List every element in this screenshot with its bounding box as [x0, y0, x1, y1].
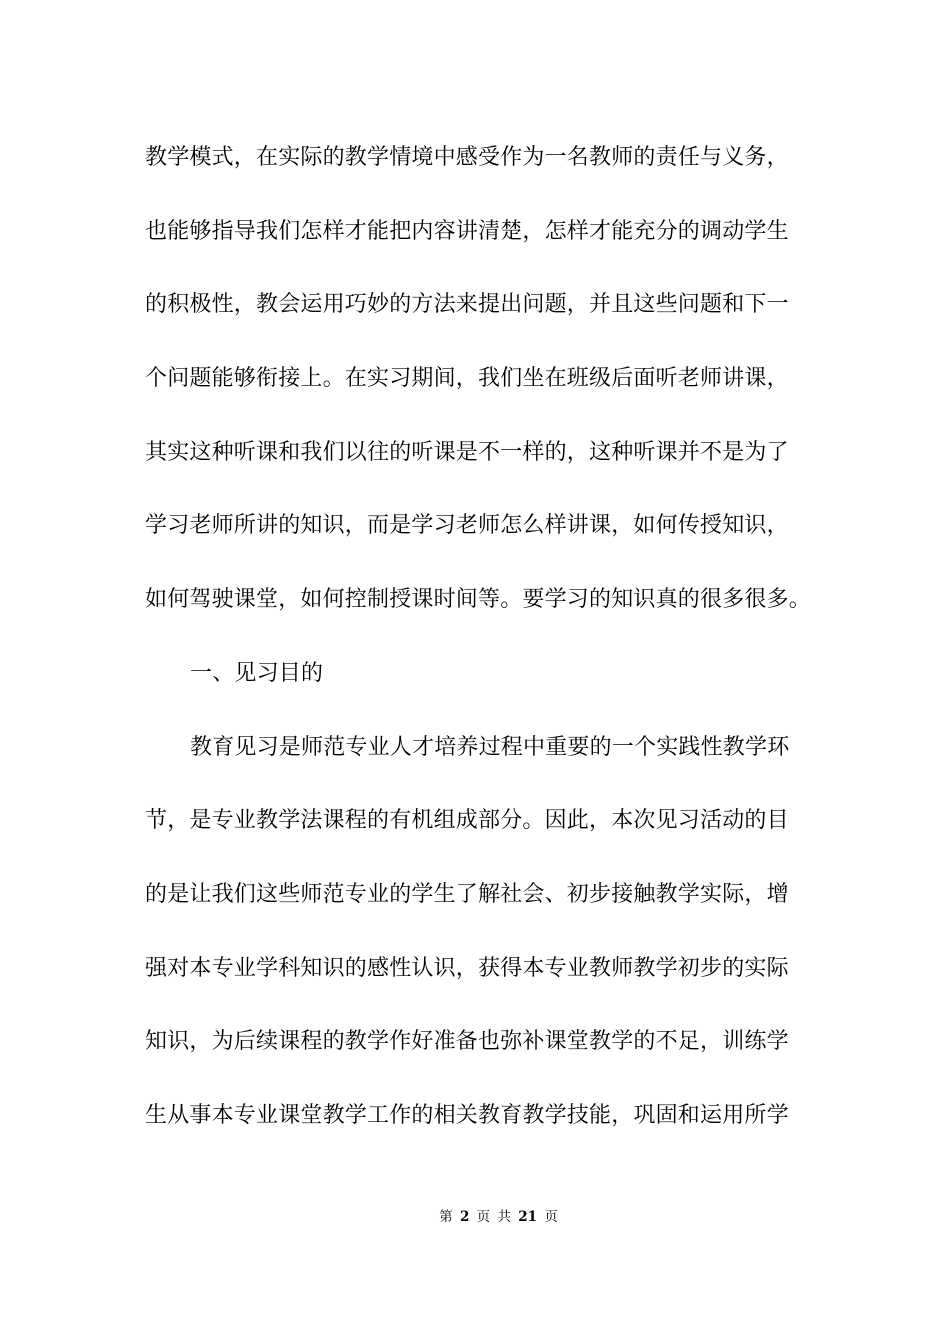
footer-prefix: 第	[439, 1209, 453, 1225]
footer-total-label: 共	[497, 1209, 511, 1225]
text-line: 节，是专业教学法课程的有机组成部分。因此，本次见习活动的目	[145, 808, 789, 834]
text-line: 的是让我们这些师范专业的学生了解社会、初步接触教学实际，增	[145, 881, 789, 907]
text-line: 强对本专业学科知识的感性认识，获得本专业教师教学初步的实际	[145, 955, 789, 981]
text-line: 教学模式，在实际的教学情境中感受作为一名教师的责任与义务，	[145, 145, 789, 170]
page-footer	[0, 1207, 950, 1227]
text-line: 知识，为后续课程的教学作好准备也弥补课堂教学的不足，训练学	[145, 1029, 789, 1055]
text-line: 其实这种听课和我们以往的听课是不一样的，这种听课并不是为了	[145, 439, 789, 465]
text-line: 的积极性，教会运用巧妙的方法来提出问题，并且这些问题和下一	[145, 292, 789, 318]
text-line: 生从事本专业课堂教学工作的相关教育教学技能，巩固和运用所学	[145, 1102, 789, 1128]
text-line: 如何驾驶课堂，如何控制授课时间等。要学习的知识真的很多很多。	[145, 587, 812, 613]
body-text	[145, 133, 810, 1165]
footer-total-pages: 21	[518, 1209, 538, 1225]
text-line: 教育见习是师范专业人才培养过程中重要的一个实践性教学环	[190, 734, 790, 760]
text-line: 也能够指导我们怎样才能把内容讲清楚，怎样才能充分的调动学生	[145, 218, 789, 244]
text-line: 学习老师所讲的知识，而是学习老师怎么样讲课，如何传授知识，	[145, 513, 789, 539]
footer-total-unit: 页	[544, 1209, 558, 1225]
footer-page-number: 2	[459, 1209, 470, 1225]
footer-page-unit: 页	[476, 1209, 491, 1225]
text-line: 个问题能够衔接上。在实习期间，我们坐在班级后面听老师讲课，	[145, 366, 789, 392]
section-heading: 一、见习目的	[190, 660, 324, 686]
